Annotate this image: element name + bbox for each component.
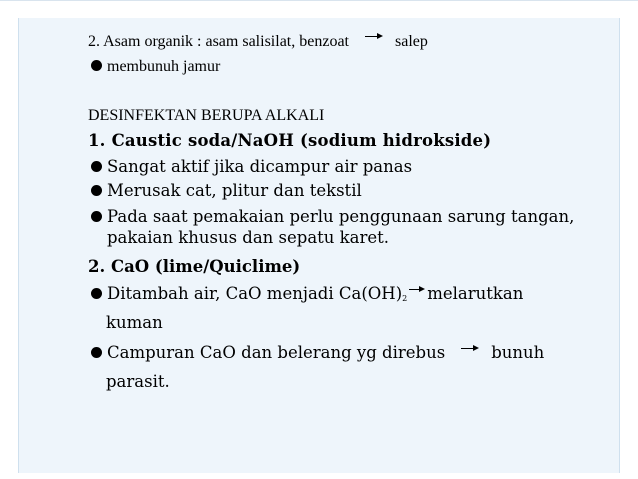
- line-asam-organik: [88, 32, 428, 52]
- bullet-ditambah-air: Ditambah air, CaO menjadi $Ca(OH)_2$ melarutkan: [91, 284, 523, 309]
- right-arrow-icon: [461, 344, 481, 354]
- right-arrow-icon: [409, 285, 427, 295]
- heading-desinfektan-alkali: [88, 106, 324, 126]
- bullet-icon: [91, 288, 102, 299]
- bullet-sangat-aktif: Sangat aktif jika dicampur air panas: [91, 157, 412, 177]
- bullet-campuran-continued: parasit.: [106, 372, 170, 391]
- section-heading: DESINFEKTAN BERUPA ALKALI: [88, 107, 325, 124]
- line-membunuh-jamur: [91, 57, 220, 77]
- bullet-icon: [91, 185, 102, 196]
- top-divider: [0, 0, 638, 1]
- right-arrow-icon: [365, 32, 385, 42]
- bullet-icon: [91, 347, 102, 358]
- asam-organik-text: 2. Asam organik : asam salisilat, benzoat: [88, 33, 349, 50]
- salep-text: salep: [394, 33, 428, 50]
- subheading-cao: 2. CaO (lime/Quiclime): [88, 257, 301, 276]
- bullet-pemakaian: Pada saat pemakaian perlu penggunaan sarung tangan,: [91, 207, 574, 227]
- bullet-icon: [91, 60, 102, 71]
- bullet-campuran-cao: Campuran CaO dan belerang yg direbus bunuh: [91, 343, 544, 363]
- bullet-ditambah-air-continued: kuman: [106, 313, 163, 332]
- subheading-caustic-soda: 1. Caustic soda/NaOH (sodium hidrokside): [88, 131, 492, 150]
- membunuh-jamur-text: membunuh jamur: [107, 58, 221, 75]
- bullet-pemakaian-continued: pakaian khusus dan sepatu karet.: [107, 228, 390, 247]
- bullet-icon: [91, 211, 102, 222]
- bullet-icon: [91, 161, 102, 172]
- bullet-merusak-cat: Merusak cat, plitur dan tekstil: [91, 181, 362, 201]
